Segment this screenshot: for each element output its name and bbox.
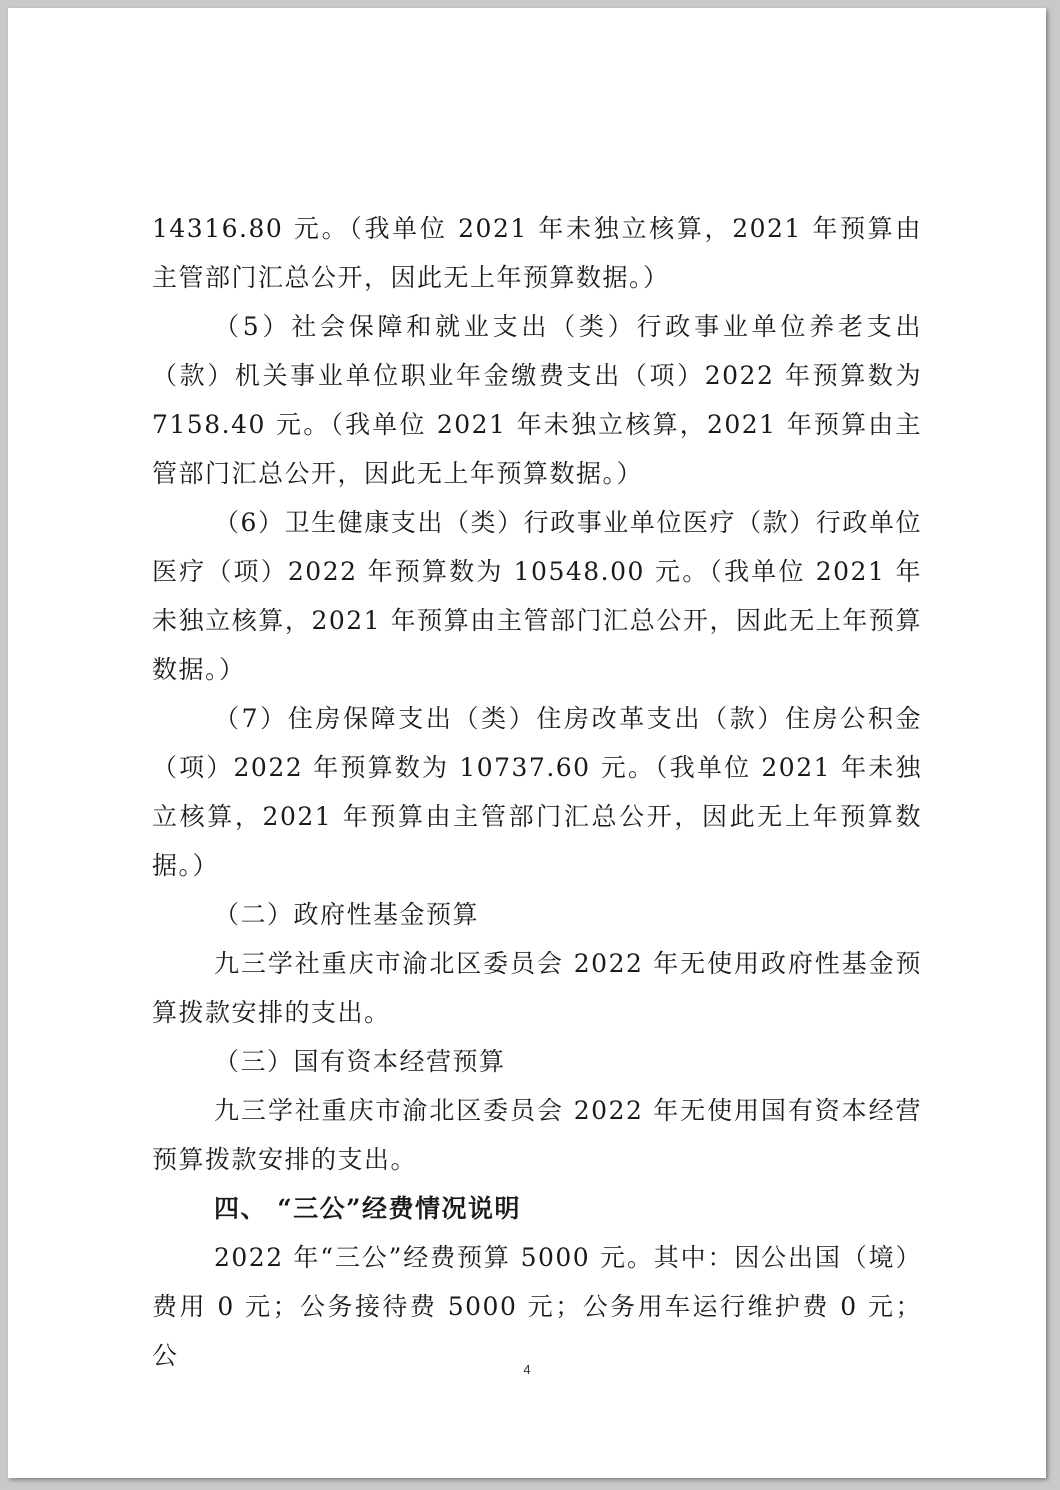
section-heading-three-public-expenses: 四、 “三公”经费情况说明 xyxy=(214,1194,521,1223)
paragraph-item-7: （7）住房保障支出（类）住房改革支出（款）住房公积金（项）2022 年预算数为 10737.60 元。（我单位 2021 年未独立核算，2021 年预算由主管部门汇总公开，因此无上年预算数据。） xyxy=(152,704,922,880)
page-number: 4 xyxy=(523,1362,531,1377)
paragraph-item-6: （6）卫生健康支出（类）行政事业单位医疗（款）行政单位医疗（项）2022 年预算数为 10548.00 元。（我单位 2021 年未独立核算，2021 年预算由主管部门汇总公开，因此无上年预算数据。） xyxy=(152,508,922,684)
paragraph-three-public-expenses: 2022 年“三公”经费预算 5000 元。其中：因公出国（境）费用 0 元；公务接待费 5000 元；公务用车运行维护费 0 元；公 xyxy=(152,1243,922,1370)
subheading-government-fund-budget: （二）政府性基金预算 xyxy=(214,900,480,929)
paragraph-government-fund: 九三学社重庆市渝北区委员会 2022 年无使用政府性基金预算拨款安排的支出。 xyxy=(152,949,922,1027)
document-body xyxy=(152,204,922,1380)
paragraph-item-5: （5）社会保障和就业支出（类）行政事业单位养老支出（款）机关事业单位职业年金缴费支出（项）2022 年预算数为 7158.40 元。（我单位 2021 年未独立核算，2021 年预算由主管部门汇总公开，因此无上年预算数据。） xyxy=(152,312,922,488)
subheading-state-capital-budget: （三）国有资本经营预算 xyxy=(214,1047,506,1076)
document-page xyxy=(8,8,1046,1478)
paragraph-state-capital: 九三学社重庆市渝北区委员会 2022 年无使用国有资本经营预算拨款安排的支出。 xyxy=(152,1096,922,1174)
paragraph-4-continued: 14316.80 元。（我单位 2021 年未独立核算，2021 年预算由主管部门汇总公开，因此无上年预算数据。） xyxy=(152,214,922,292)
